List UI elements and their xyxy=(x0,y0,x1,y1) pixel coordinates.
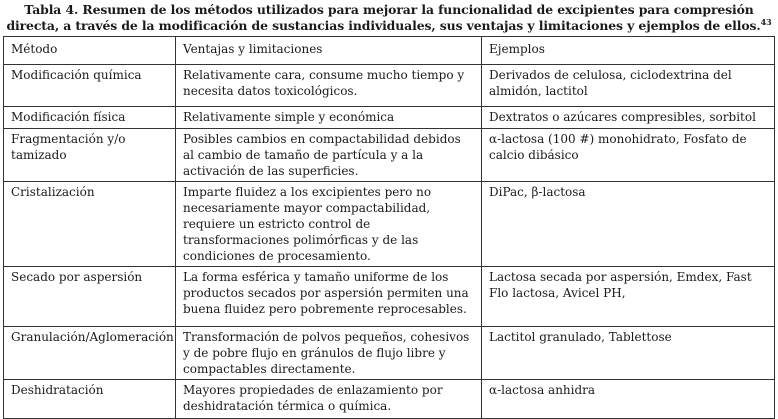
cell-advantages: Transformación de polvos pequeños, cohesivos y de pobre flujo en gránulos de flujo libre y compactables directamente. xyxy=(176,327,482,380)
cell-examples: α-lactosa (100 #) monohidrato, Fosfato de calcio dibásico xyxy=(482,129,775,182)
cell-method: Cristalización xyxy=(4,182,176,267)
caption-reference: 43 xyxy=(760,16,772,27)
cell-method: Modificación física xyxy=(4,107,176,129)
table-row xyxy=(4,267,775,327)
table-row xyxy=(4,107,775,129)
cell-advantages: Posibles cambios en compactabilidad debidos al cambio de tamaño de partícula y a la activación de las superficies. xyxy=(176,129,482,182)
cell-examples: Lactitol granulado, Tablettose xyxy=(482,327,775,380)
cell-examples: α-lactosa anhidra xyxy=(482,380,775,419)
table-row xyxy=(4,65,775,107)
cell-method: Fragmentación y/o tamizado xyxy=(4,129,176,182)
table-row xyxy=(4,182,775,267)
table-row xyxy=(4,129,775,182)
advantages-line: requiere un estricto control de transformaciones polimórficas y de las condiciones de procesamiento. xyxy=(183,217,419,263)
cell-method: Granulación/Aglomeración xyxy=(4,327,176,380)
cell-examples: Derivados de celulosa, ciclodextrina del almidón, lactitol xyxy=(482,65,775,107)
table-header-row xyxy=(4,37,775,65)
cell-examples: DiPac, β-lactosa xyxy=(482,182,775,267)
cell-advantages: Relativamente cara, consume mucho tiempo y necesita datos toxicológicos. xyxy=(176,65,482,107)
cell-method: Secado por aspersión xyxy=(4,267,176,327)
cell-method: Modificación química xyxy=(4,65,176,107)
header-method: Método xyxy=(4,37,176,65)
cell-examples: Dextratos o azúcares compresibles, sorbitol xyxy=(482,107,775,129)
table-caption xyxy=(0,0,778,34)
cell-examples: Lactosa secada por aspersión, Emdex, Fast Flo lactosa, Avicel PH, xyxy=(482,267,775,327)
cell-advantages: La forma esférica y tamaño uniforme de los productos secados por aspersión permiten una buena fluidez pero pobremente reprocesables. xyxy=(176,267,482,327)
methods-table xyxy=(3,36,775,419)
header-examples: Ejemplos xyxy=(482,37,775,65)
header-advantages: Ventajas y limitaciones xyxy=(176,37,482,65)
cell-advantages: Relativamente simple y económica xyxy=(176,107,482,129)
cell-advantages: Mayores propiedades de enlazamiento por deshidratación térmica o química. xyxy=(176,380,482,419)
cell-method: Deshidratación xyxy=(4,380,176,419)
caption-text: Tabla 4. Resumen de los métodos utilizados para mejorar la funcionalidad de excipientes para compresión directa, a través de la modificación de sustancias individuales, sus ventajas y limitaciones y ejemplos de ellos. xyxy=(6,2,761,33)
table-row xyxy=(4,380,775,419)
cell-advantages xyxy=(176,182,482,267)
advantages-line: Imparte fluidez a los excipientes pero no necesariamente mayor compactabilidad, xyxy=(183,185,432,215)
table-row xyxy=(4,327,775,380)
